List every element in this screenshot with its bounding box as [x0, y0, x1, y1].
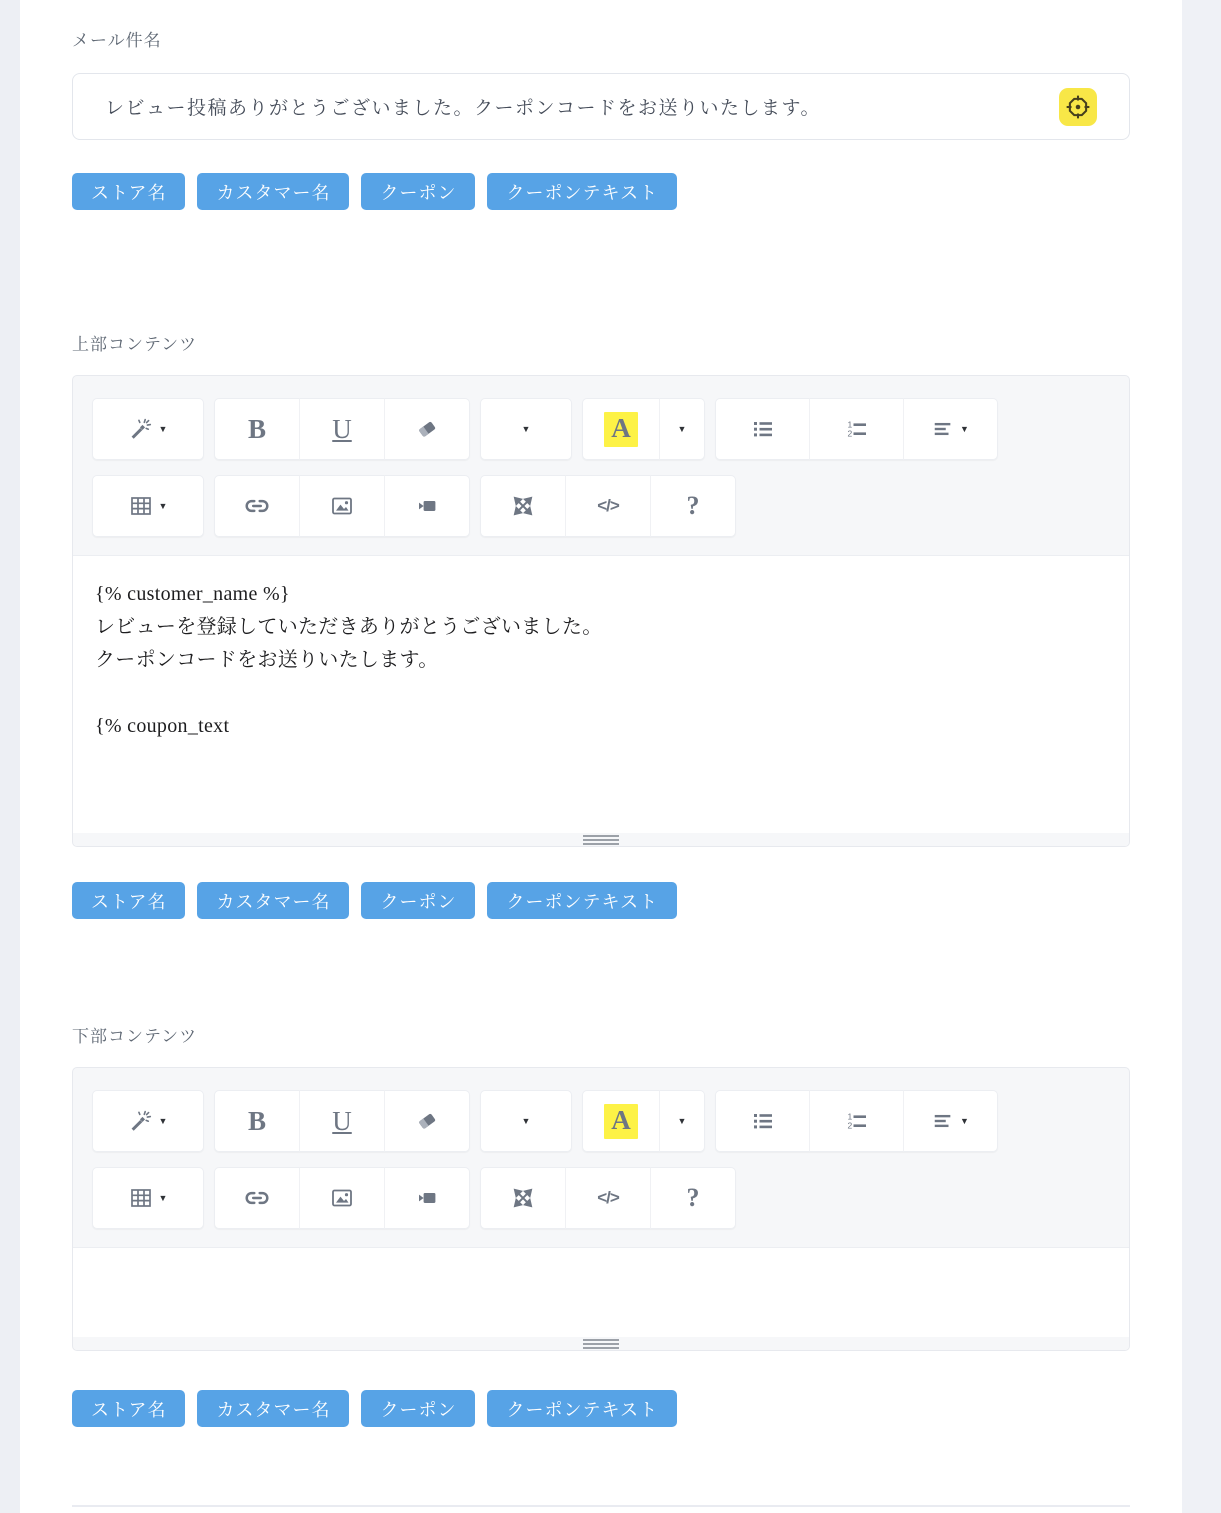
chevron-down-icon: ▼ [960, 1115, 969, 1126]
fontsize-dropdown-button[interactable] [480, 398, 572, 460]
token-coupon-text-button[interactable]: クーポンテキスト [487, 173, 677, 210]
bottom-content-label: 下部コンテンツ [72, 1027, 198, 1046]
fullscreen-button[interactable] [480, 475, 566, 537]
editor-line: クーポンコードをお送りいたします。 [95, 649, 439, 671]
section-divider [72, 1505, 1130, 1513]
svg-text:2: 2 [847, 1120, 852, 1131]
font-color-icon: A [604, 412, 638, 447]
editor-line: {% customer_name %} [95, 583, 290, 605]
eraser-icon [415, 417, 439, 441]
picture-icon [330, 494, 354, 518]
magic-wand-icon [129, 417, 153, 441]
clear-format-button[interactable] [384, 398, 470, 460]
unordered-list-button[interactable] [715, 1090, 810, 1152]
token-customer-name-button[interactable]: カスタマー名 [197, 882, 349, 919]
paragraph-align-button[interactable] [903, 398, 998, 460]
target-octagon-icon [1065, 94, 1091, 120]
font-color-dropdown-button[interactable] [659, 398, 705, 460]
bottom-content-token-row [72, 1390, 1130, 1427]
editor-resize-handle[interactable] [73, 1337, 1129, 1350]
fullscreen-button[interactable] [480, 1167, 566, 1229]
editor-toolbar [73, 1068, 1129, 1247]
token-store-name-button[interactable]: ストア名 [72, 173, 185, 210]
picture-button[interactable] [299, 475, 385, 537]
chevron-down-icon: ▼ [158, 500, 168, 511]
code-view-button[interactable] [565, 1167, 651, 1229]
video-button[interactable] [384, 1167, 470, 1229]
editor-content-area[interactable] [73, 555, 1129, 833]
video-icon [415, 1186, 439, 1210]
bold-icon: B [247, 413, 266, 444]
video-icon [415, 494, 439, 518]
chevron-down-icon: ▼ [158, 1192, 168, 1203]
table-icon [129, 494, 153, 518]
chevron-down-icon: ▼ [158, 423, 168, 434]
top-content-editor [72, 375, 1130, 847]
grip-icon [583, 1339, 619, 1349]
fullscreen-icon [511, 494, 535, 518]
ordered-list-icon [845, 417, 869, 441]
token-coupon-text-button[interactable]: クーポンテキスト [487, 1390, 677, 1427]
underline-button[interactable] [299, 1090, 385, 1152]
token-coupon-text-button[interactable]: クーポンテキスト [487, 882, 677, 919]
help-button[interactable] [650, 475, 736, 537]
link-icon [244, 493, 270, 519]
page-left-gutter [0, 0, 20, 1513]
table-dropdown-button[interactable] [92, 475, 204, 537]
top-content-label: 上部コンテンツ [72, 335, 198, 354]
help-icon: ? [686, 1183, 700, 1212]
token-customer-name-button[interactable]: カスタマー名 [197, 173, 349, 210]
paragraph-align-icon [932, 1110, 954, 1132]
token-customer-name-button[interactable]: カスタマー名 [197, 1390, 349, 1427]
link-icon [244, 1185, 270, 1211]
font-color-dropdown-button[interactable] [659, 1090, 705, 1152]
style-dropdown-button[interactable] [92, 398, 204, 460]
unordered-list-icon [751, 417, 775, 441]
page-right-gutter [1182, 0, 1221, 1513]
code-view-icon: </> [597, 1188, 619, 1207]
emoji-picker-button[interactable] [1059, 88, 1097, 126]
grip-icon [583, 835, 619, 845]
paragraph-align-button[interactable] [903, 1090, 998, 1152]
paragraph-align-icon [932, 418, 954, 440]
style-dropdown-button[interactable] [92, 1090, 204, 1152]
bold-button[interactable] [214, 398, 300, 460]
video-button[interactable] [384, 475, 470, 537]
ordered-list-button[interactable] [809, 398, 904, 460]
chevron-down-icon: ▼ [677, 423, 687, 434]
link-button[interactable] [214, 1167, 300, 1229]
subject-token-row [72, 173, 1130, 210]
svg-text:1: 1 [847, 1111, 852, 1122]
picture-icon [330, 1186, 354, 1210]
fullscreen-icon [511, 1186, 535, 1210]
underline-icon: U [332, 1105, 352, 1136]
underline-button[interactable] [299, 398, 385, 460]
chevron-down-icon: ▼ [521, 423, 531, 434]
chevron-down-icon: ▼ [158, 1115, 168, 1126]
editor-toolbar [73, 376, 1129, 555]
magic-wand-icon [129, 1109, 153, 1133]
link-button[interactable] [214, 475, 300, 537]
chevron-down-icon: ▼ [677, 1115, 687, 1126]
editor-line [95, 1270, 1107, 1303]
token-coupon-button[interactable]: クーポン [361, 1390, 475, 1427]
table-icon [129, 1186, 153, 1210]
code-view-button[interactable] [565, 475, 651, 537]
editor-line: レビューを登録していただきありがとうございました。 [95, 616, 603, 638]
ordered-list-button[interactable] [809, 1090, 904, 1152]
svg-text:2: 2 [847, 428, 852, 439]
clear-format-button[interactable] [384, 1090, 470, 1152]
subject-value[interactable]: レビュー投稿ありがとうございました。クーポンコードをお送りいたします。 [105, 98, 821, 119]
bottom-content-editor [72, 1067, 1130, 1351]
code-view-icon: </> [597, 496, 619, 515]
ordered-list-icon [845, 1109, 869, 1133]
fontsize-dropdown-button[interactable] [480, 1090, 572, 1152]
unordered-list-button[interactable] [715, 398, 810, 460]
eraser-icon [415, 1109, 439, 1133]
font-color-button[interactable] [582, 398, 660, 460]
token-store-name-button[interactable]: ストア名 [72, 882, 185, 919]
token-coupon-button[interactable]: クーポン [361, 173, 475, 210]
editor-line [95, 677, 1107, 710]
font-color-button[interactable] [582, 1090, 660, 1152]
table-dropdown-button[interactable] [92, 1167, 204, 1229]
editor-resize-handle[interactable] [73, 833, 1129, 846]
help-button[interactable] [650, 1167, 736, 1229]
subject-input[interactable] [72, 73, 1130, 140]
font-color-icon: A [604, 1104, 638, 1139]
top-content-token-row [72, 882, 1130, 919]
bold-button[interactable] [214, 1090, 300, 1152]
underline-icon: U [332, 413, 352, 444]
token-store-name-button[interactable]: ストア名 [72, 1390, 185, 1427]
email-template-settings-panel [20, 0, 1182, 1513]
subject-label: メール件名 [72, 31, 162, 50]
editor-content-area[interactable] [73, 1247, 1129, 1337]
unordered-list-icon [751, 1109, 775, 1133]
chevron-down-icon: ▼ [960, 423, 969, 434]
picture-button[interactable] [299, 1167, 385, 1229]
bold-icon: B [247, 1105, 266, 1136]
help-icon: ? [686, 491, 700, 520]
chevron-down-icon: ▼ [521, 1115, 531, 1126]
svg-text:1: 1 [847, 419, 852, 430]
token-coupon-button[interactable]: クーポン [361, 882, 475, 919]
editor-line: {% coupon_text [95, 715, 230, 737]
